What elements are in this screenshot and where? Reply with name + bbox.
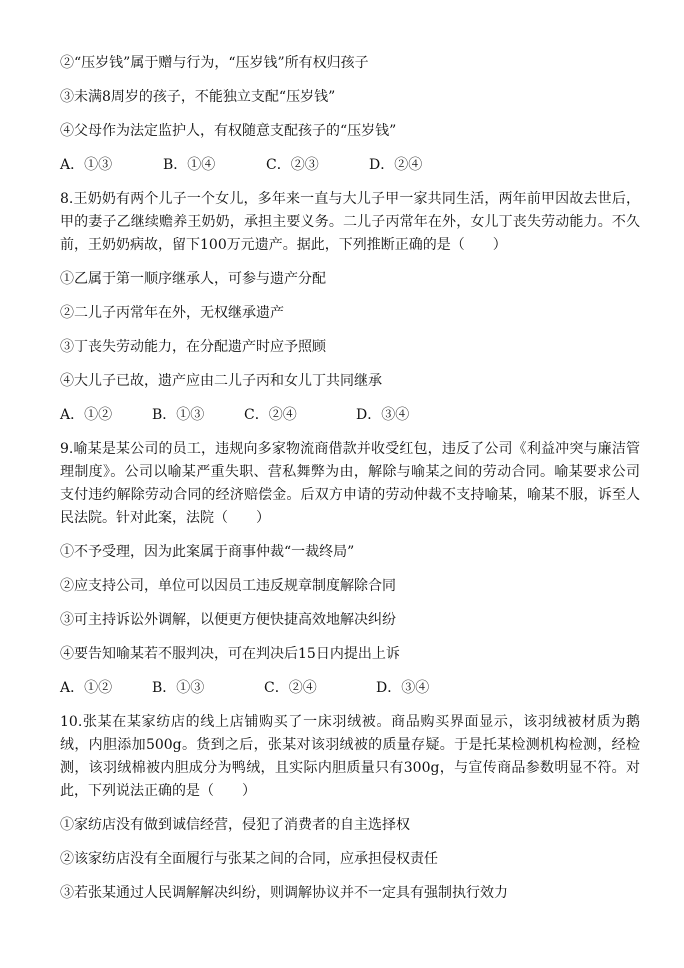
q9-statement-4: ④要告知喻某若不服判决，可在判决后15日内提出上诉 (60, 646, 400, 662)
q7-options (60, 154, 640, 177)
q7-option-b[interactable]: B．①④ (163, 157, 216, 173)
q8-option-b[interactable]: B．①③ (152, 407, 205, 423)
q8-option-c[interactable]: C．②④ (244, 407, 297, 423)
q7-option-c[interactable]: C．②③ (266, 157, 319, 173)
q8-option-a[interactable]: A．①② (60, 407, 113, 423)
q9-option-c[interactable]: C．②④ (264, 680, 317, 696)
q9-stem: 9.喻某是某公司的员工，违规向多家物流商借款并收受红包，违反了公司《利益冲突与廉洁管理制度》。公司以喻某严重失职、营私舞弊为由，解除与喻某之间的劳动合同。喻某要求公司支付违约解除劳动合同的经济赔偿金。后双方申请的劳动仲裁不支持喻某，喻某不服，诉至人民法院。针对此案，法院（ ） (60, 441, 640, 526)
q10-stem: 10.张某在某家纺店的线上店铺购买了一床羽绒被。商品购买界面显示，该羽绒被材质为鹅绒，内胆添加500g。货到之后，张某对该羽绒被的质量存疑。于是托某检测机构检测，经检测，该羽绒棉被内胆成分为鸭绒，且实际内胆质量只有300g，与宣传商品参数明显不符。对此，下列说法正确的是（ ） (60, 714, 640, 799)
q7-statement-2: ②“压岁钱”属于赠与行为，“压岁钱”所有权归孩子 (60, 55, 369, 71)
q10-statement-1: ①家纺店没有做到诚信经营，侵犯了消费者的自主选择权 (60, 817, 410, 833)
q8-statement-3: ③丁丧失劳动能力，在分配遗产时应予照顾 (60, 339, 326, 355)
q7-option-a[interactable]: A．①③ (60, 157, 113, 173)
q9-option-a[interactable]: A．①② (60, 680, 113, 696)
q9-statement-3: ③可主持诉讼外调解，以便更方便快捷高效地解决纠纷 (60, 612, 396, 628)
q10-statement-3: ③若张某通过人民调解解决纠纷，则调解协议并不一定具有强制执行效力 (60, 885, 508, 901)
q7-option-d[interactable]: D．②④ (369, 157, 423, 173)
q9-option-d[interactable]: D．③④ (376, 680, 430, 696)
q8-statement-1: ①乙属于第一顺序继承人，可参与遗产分配 (60, 271, 326, 287)
q8-options (60, 404, 640, 427)
q8-statement-2: ②二儿子丙常年在外，无权继承遗产 (60, 305, 284, 321)
q9-options (60, 677, 640, 700)
exam-page (60, 52, 640, 905)
q7-statement-3: ③未满8周岁的孩子，不能独立支配“压岁钱” (60, 89, 336, 105)
q8-stem: 8.王奶奶有两个儿子一个女儿，多年来一直与大儿子甲一家共同生活，两年前甲因故去世后，甲的妻子乙继续赡养王奶奶，承担主要义务。二儿子丙常年在外，女儿丁丧失劳动能力。不久前，王奶奶病故，留下100万元遗产。据此，下列推断正确的是（ ） (60, 191, 640, 253)
q10-statement-2: ②该家纺店没有全面履行与张某之间的合同，应承担侵权责任 (60, 851, 438, 867)
q7-statement-4: ④父母作为法定监护人，有权随意支配孩子的“压岁钱” (60, 123, 397, 139)
q8-option-d[interactable]: D．③④ (356, 407, 410, 423)
q9-statement-2: ②应支持公司，单位可以因员工违反规章制度解除合同 (60, 578, 396, 594)
q8-statement-4: ④大儿子已故，遗产应由二儿子丙和女儿丁共同继承 (60, 373, 382, 389)
q9-statement-1: ①不予受理，因为此案属于商事仲裁“一裁终局” (60, 544, 355, 560)
q9-option-b[interactable]: B．①③ (152, 680, 205, 696)
